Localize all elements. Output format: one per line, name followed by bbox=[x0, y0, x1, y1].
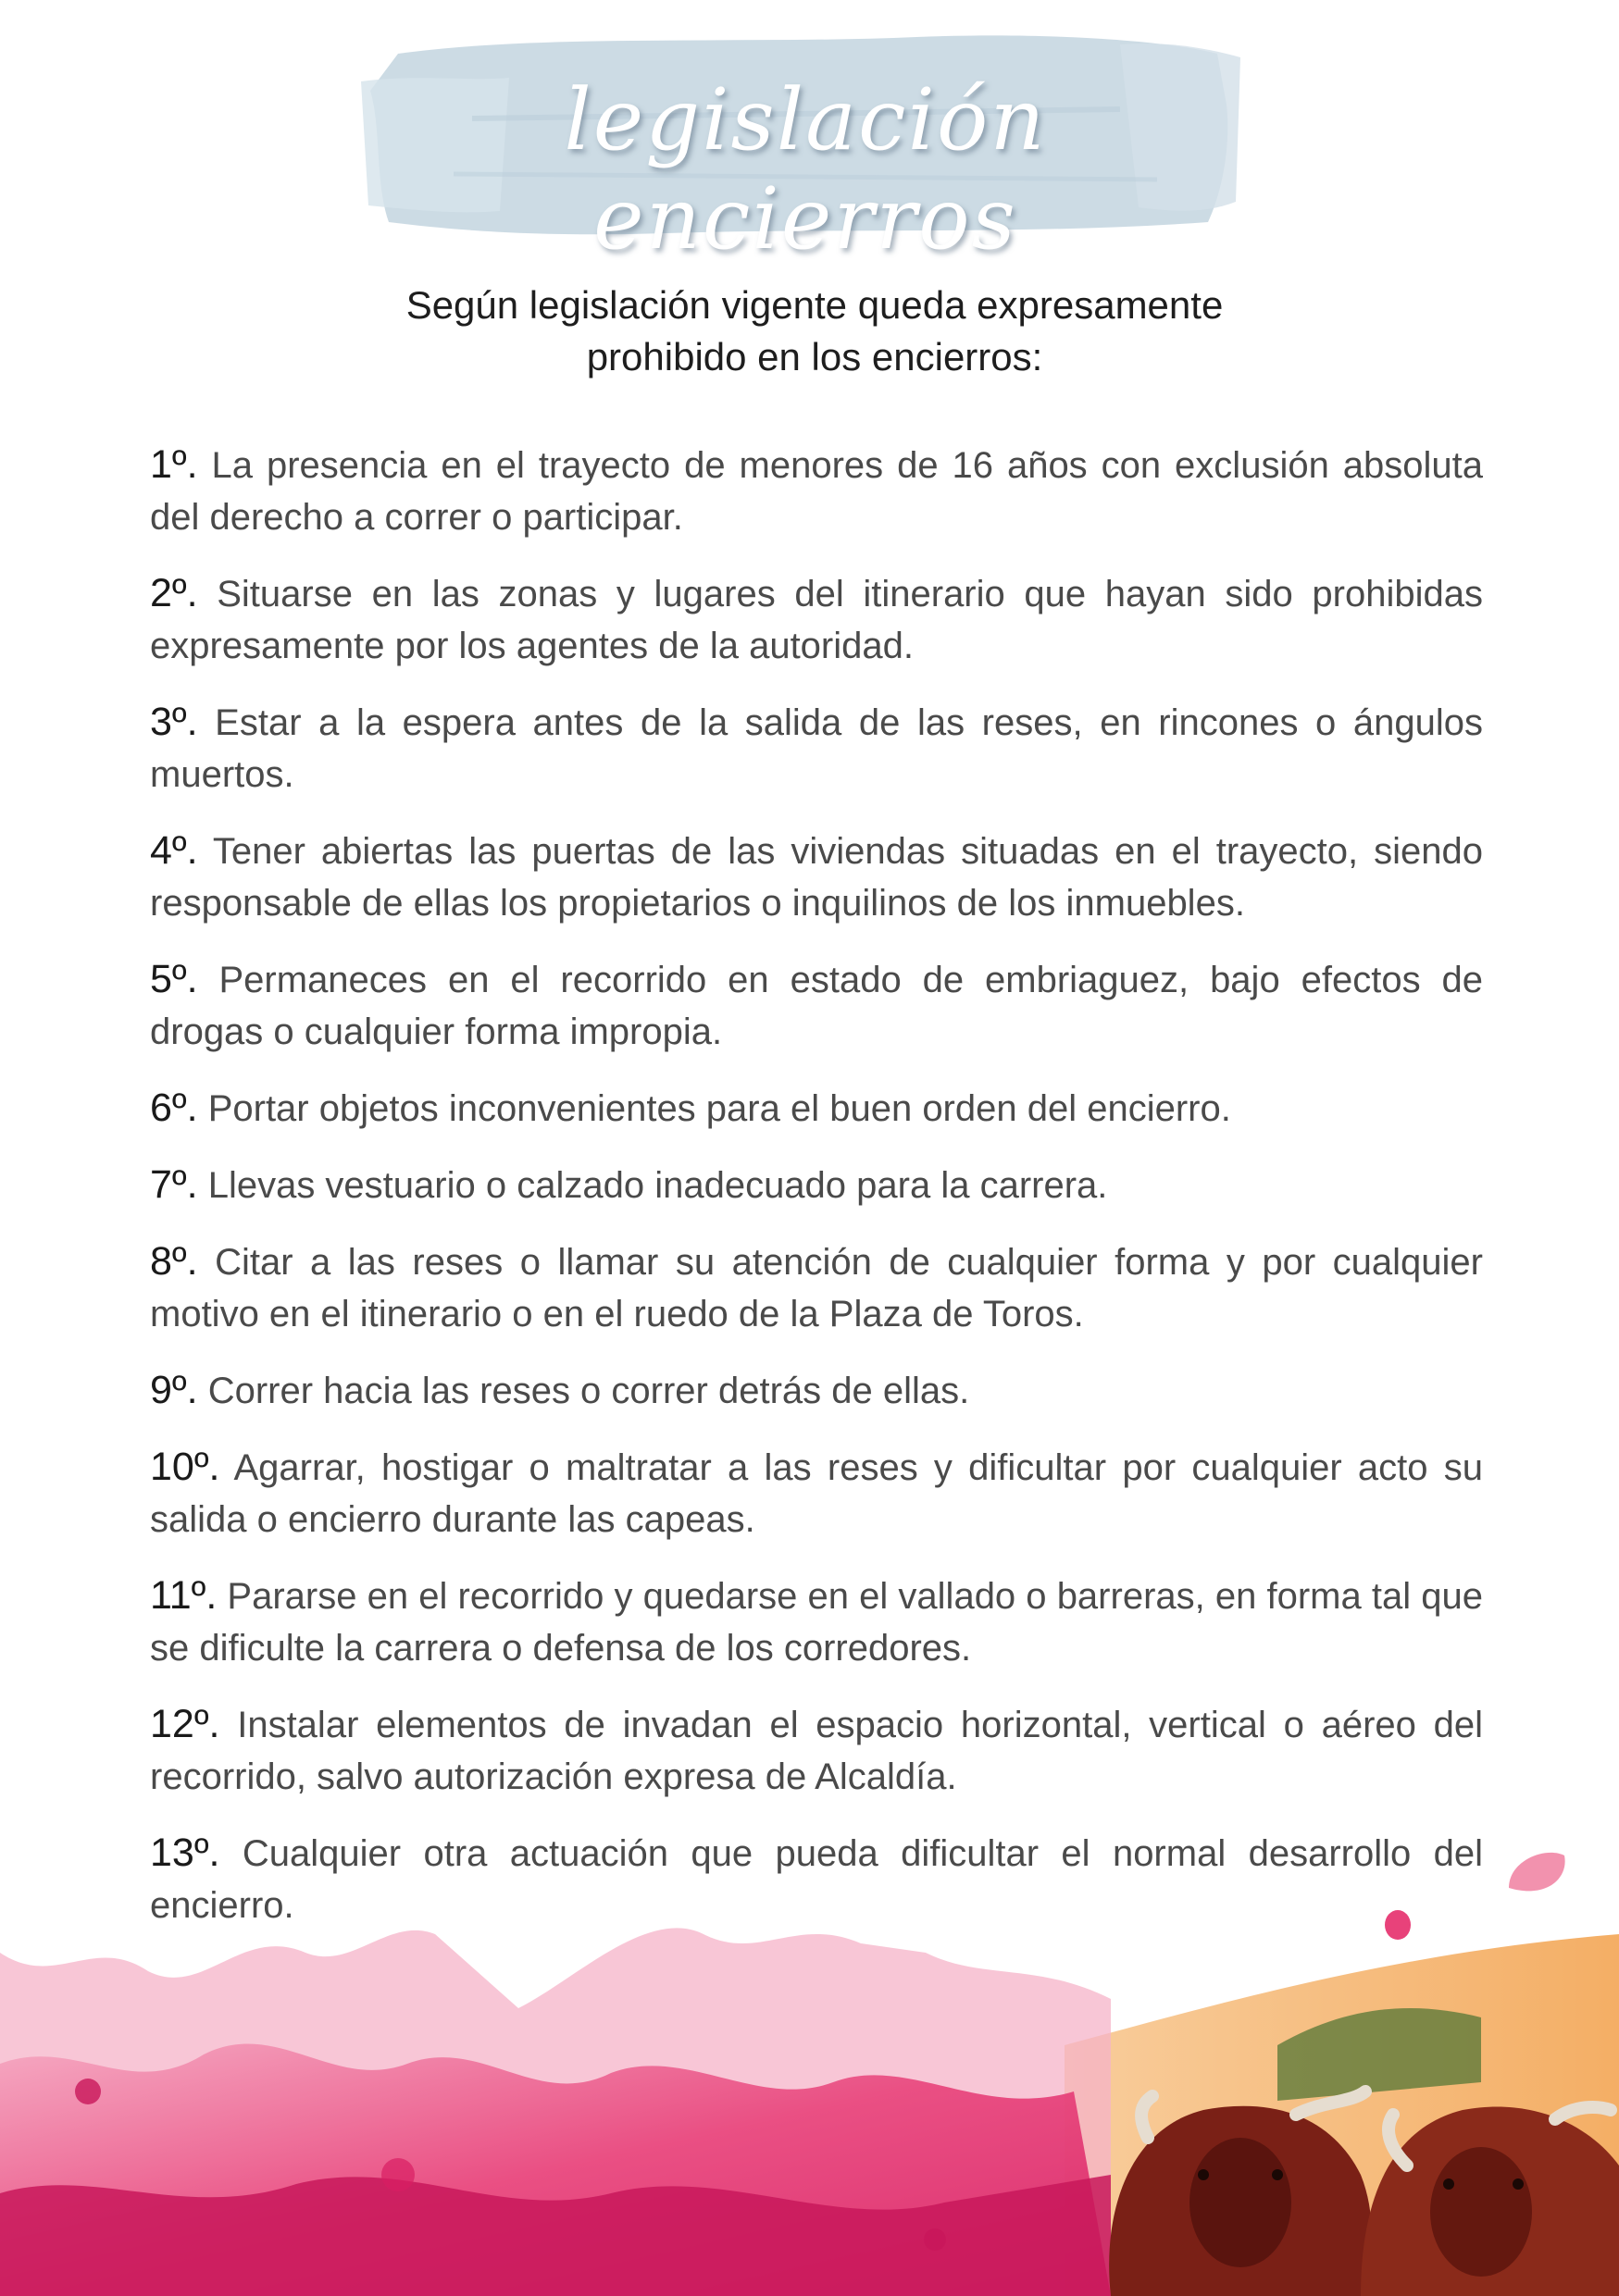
rule-text: Portar objetos inconvenientes para el buen orden del encierro. bbox=[197, 1088, 1231, 1129]
rule-text: Agarrar, hostigar o maltratar a las reses y dificultar por cualquier acto su salida o encierro durante las capeas. bbox=[150, 1447, 1483, 1540]
rule-item bbox=[150, 1159, 1483, 1211]
rule-item bbox=[150, 1364, 1483, 1417]
rule-item bbox=[150, 1082, 1483, 1135]
rule-item bbox=[150, 953, 1483, 1058]
rule-number: 9º. bbox=[150, 1368, 198, 1412]
rule-number: 1º. bbox=[150, 442, 198, 487]
rule-item bbox=[150, 1235, 1483, 1340]
rule-text: Estar a la espera antes de la salida de las reses, en rincones o ángulos muertos. bbox=[150, 702, 1483, 795]
rule-number: 13º. bbox=[150, 1831, 220, 1875]
rule-text: Instalar elementos de invadan el espacio horizontal, vertical o aéreo del recorrido, salvo autorización expresa de Alcaldía. bbox=[150, 1705, 1483, 1797]
rule-number: 7º. bbox=[150, 1162, 198, 1207]
intro-text bbox=[278, 279, 1351, 383]
rule-text: Pararse en el recorrido y quedarse en el vallado o barreras, en forma tal que se dificulte la carrera o defensa de los corredores. bbox=[150, 1576, 1483, 1669]
rule-number: 4º. bbox=[150, 828, 198, 873]
rule-number: 5º. bbox=[150, 957, 198, 1001]
rule-number: 6º. bbox=[150, 1086, 198, 1130]
rule-item bbox=[150, 567, 1483, 672]
rule-text: Llevas vestuario o calzado inadecuado para la carrera. bbox=[197, 1165, 1108, 1206]
rule-number: 11º. bbox=[150, 1573, 218, 1618]
rule-item bbox=[150, 1570, 1483, 1674]
rule-number: 8º. bbox=[150, 1239, 198, 1284]
rule-number: 10º. bbox=[150, 1445, 220, 1489]
intro-line-1: Según legislación vigente queda expresamente bbox=[405, 283, 1224, 327]
rule-number: 3º. bbox=[150, 700, 198, 744]
rule-text: Permaneces en el recorrido en estado de embriaguez, bajo efectos de drogas o cualquier forma impropia. bbox=[150, 960, 1483, 1052]
rule-item bbox=[150, 825, 1483, 929]
intro-line-2: prohibido en los encierros: bbox=[586, 335, 1043, 379]
rule-item bbox=[150, 696, 1483, 800]
rule-item bbox=[150, 1698, 1483, 1803]
rule-number: 2º. bbox=[150, 571, 198, 615]
title-banner bbox=[361, 17, 1250, 268]
rule-text: La presencia en el trayecto de menores de 16 años con exclusión absoluta del derecho a correr o participar. bbox=[150, 445, 1483, 538]
rule-text: Tener abiertas las puertas de las viviendas situadas en el trayecto, siendo responsable de ellas los propietarios o inquilinos de los inmuebles. bbox=[150, 831, 1483, 924]
rule-item bbox=[150, 439, 1483, 543]
rule-text: Cualquier otra actuación que pueda dificultar el normal desarrollo del encierro. bbox=[150, 1833, 1483, 1926]
rule-number: 12º. bbox=[150, 1702, 220, 1746]
rule-text: Citar a las reses o llamar su atención de cualquier forma y por cualquier motivo en el itinerario o en el ruedo de la Plaza de Toros. bbox=[150, 1242, 1483, 1334]
rule-text: Situarse en las zonas y lugares del itinerario que hayan sido prohibidas expresamente por los agentes de la autoridad. bbox=[150, 574, 1483, 666]
rule-text: Correr hacia las reses o correr detrás de ellas. bbox=[197, 1371, 970, 1411]
rules-list bbox=[150, 439, 1483, 1955]
decorative-landscape bbox=[0, 1897, 1619, 2296]
rule-item bbox=[150, 1441, 1483, 1545]
page-title: legislación encierros bbox=[564, 70, 1047, 268]
